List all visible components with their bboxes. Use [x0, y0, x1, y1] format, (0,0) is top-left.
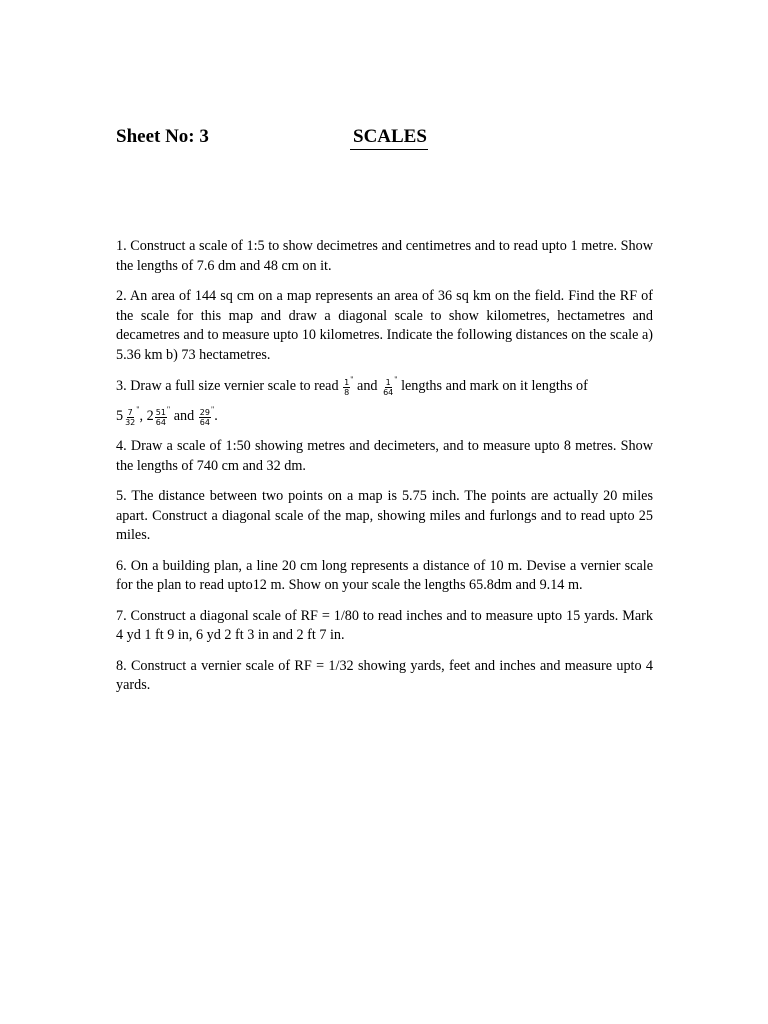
question-2: 2. An area of 144 sq cm on a map represents an area of 36 sq km on the field. Find the RF of the scale for this map and draw a diagonal scale to show kilometres, hectametres and decametres and to measure upto 10 kilometres. Indicate the following distances on the scale a) 5.36 km b) 73 hectametres. — [116, 288, 653, 363]
question-3-text-b: lengths and mark on it lengths of — [401, 378, 588, 394]
measure-1-fraction: $\frac{7}{32}$ — [125, 408, 136, 428]
fraction-one-sixty-fourth: $\frac{1}{64}$ — [383, 378, 394, 398]
sheet-number: Sheet No: 3 — [116, 126, 209, 147]
measure-2-whole: 2 — [146, 408, 154, 425]
question-3-and: and — [357, 378, 378, 394]
question-7: 7. Construct a diagonal scale of RF = 1/80 to read inches and to measure upto 15 yards. Mark 4 yd 1 ft 9 in, 6 yd 2 ft 3 in and 2 ft 7 in. — [116, 607, 653, 644]
question-8: 8. Construct a vernier scale of RF = 1/32 showing yards, feet and inches and measure upto 4 yards. — [116, 657, 653, 694]
question-3 — [116, 376, 653, 426]
inch-mark: " — [136, 405, 140, 415]
inch-mark: " — [166, 405, 171, 415]
question-3-measurements: 5 $\frac{7}{32}$ ", 2 $\frac{51}{64}$ " and $\frac{29}{64}$ ". — [116, 405, 218, 428]
question-list — [116, 237, 653, 707]
question-1: 1. Construct a scale of 1:5 to show decimetres and centimetres and to read upto 1 metre. Show the lengths of 7.6 dm and 48 cm on it. — [116, 238, 653, 274]
page-title: SCALES — [350, 126, 428, 150]
question-5: 5. The distance between two points on a map is 5.75 inch. The points are actually 20 miles apart. Construct a diagonal scale of the map, showing miles and furlongs and to read upto 25 miles. — [116, 488, 653, 544]
inch-mark: " — [394, 375, 398, 384]
question-3-text-a: 3. Draw a full size vernier scale to read — [116, 378, 339, 394]
inch-mark: " — [210, 405, 215, 415]
inch-mark: " — [350, 375, 354, 384]
measure-1-whole: 5 — [116, 408, 124, 425]
fraction-one-eighth: $\frac{1}{8}$ — [344, 378, 350, 398]
measure-2-fraction: $\frac{51}{64}$ — [155, 408, 166, 428]
measure-3-fraction: $\frac{29}{64}$ — [199, 408, 210, 428]
question-6: 6. On a building plan, a line 20 cm long represents a distance of 10 m. Devise a vernier scale for the plan to read upto12 m. Show on your scale the lengths 65.8dm and 9.14 m. — [116, 557, 653, 594]
question-4: 4. Draw a scale of 1:50 showing metres and decimeters, and to measure upto 8 metres. Show the lengths of 740 cm and 32 dm. — [116, 438, 653, 474]
